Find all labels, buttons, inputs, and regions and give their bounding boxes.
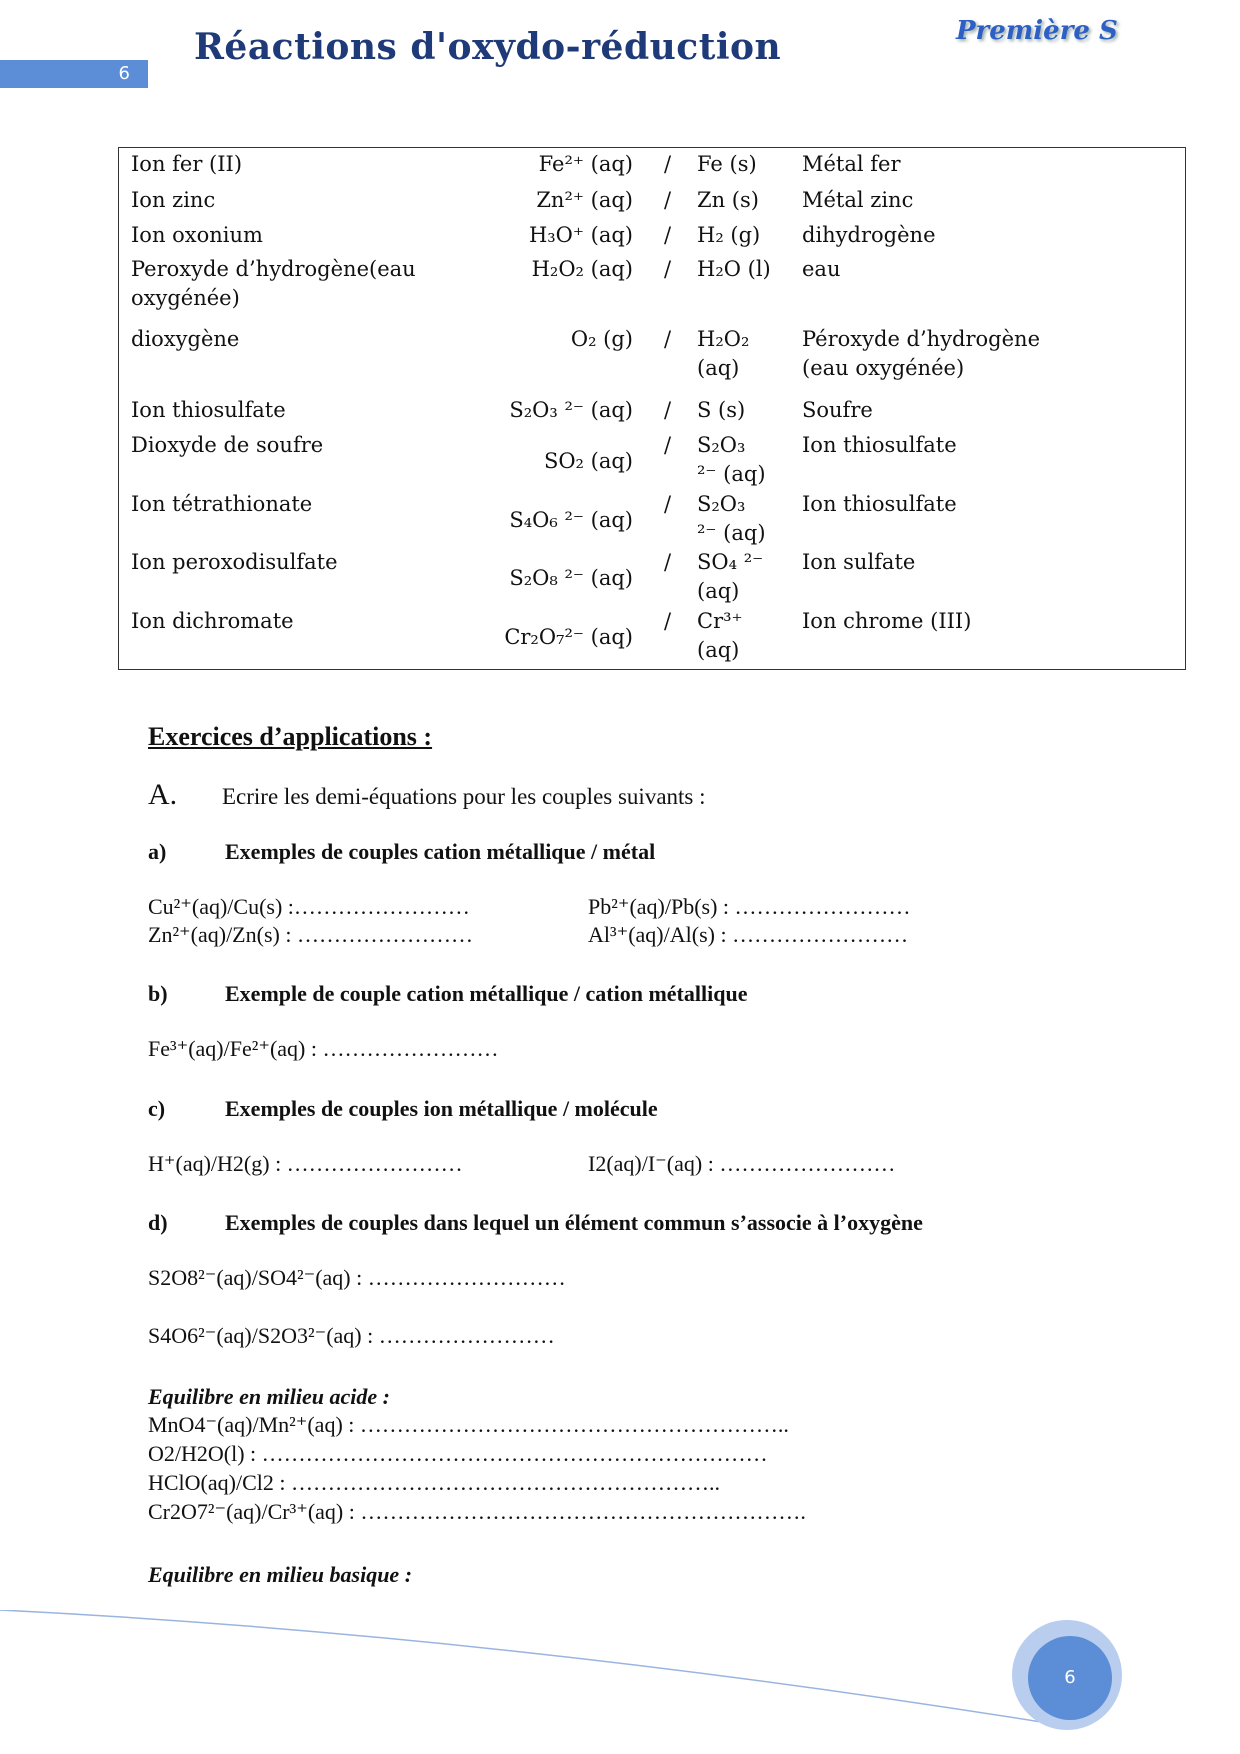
page-number-bar bbox=[0, 60, 148, 88]
formula-mno4: MnO4⁻(aq)/Mn²⁺(aq) : ………………………………………………….. bbox=[148, 1412, 789, 1437]
oxidant: H₂O₂ (aq) bbox=[531, 257, 633, 281]
couple-separator: / bbox=[664, 492, 672, 516]
subsection-d-title: Exemples de couples dans lequel un élément commun s’associe à l’oxygène bbox=[225, 1210, 923, 1235]
reductant: S₂O₃ ²⁻ (aq) bbox=[697, 492, 766, 545]
couple-separator: / bbox=[664, 223, 672, 247]
formula-hclo: HClO(aq)/Cl2 : ………………………………………………….. bbox=[148, 1470, 720, 1495]
oxidant: Zn²⁺ (aq) bbox=[536, 188, 633, 212]
reductant-name: Métal zinc bbox=[802, 188, 914, 212]
subsection-c-letter: c) bbox=[148, 1096, 166, 1121]
reductant: H₂ (g) bbox=[697, 223, 761, 247]
couple-separator: / bbox=[664, 327, 672, 351]
reductant-name: Métal fer bbox=[802, 152, 901, 176]
reductant: H₂O (l) bbox=[697, 257, 771, 281]
couple-separator: / bbox=[664, 609, 672, 633]
reductant-name: Ion thiosulfate bbox=[802, 492, 957, 516]
species-name: Ion dichromate bbox=[131, 609, 294, 633]
reductant: Fe (s) bbox=[697, 152, 757, 176]
species-name: Peroxyde d’hydrogène(eau oxygénée) bbox=[131, 257, 416, 310]
subsection-b-title: Exemple de couple cation métallique / cation métallique bbox=[225, 981, 748, 1006]
reductant-name: dihydrogène bbox=[802, 223, 936, 247]
reductant: S₂O₃ ²⁻ (aq) bbox=[697, 433, 766, 486]
formula-zn: Zn²⁺(aq)/Zn(s) : …………………… bbox=[148, 922, 473, 947]
reductant-name: Ion sulfate bbox=[802, 550, 916, 574]
reductant-name: Péroxyde d’hydrogène (eau oxygénée) bbox=[802, 327, 1041, 380]
formula-s4o6: S4O6²⁻(aq)/S2O3²⁻(aq) : …………………… bbox=[148, 1323, 555, 1348]
subsection-d-letter: d) bbox=[148, 1210, 168, 1235]
couple-separator: / bbox=[664, 550, 672, 574]
species-name: Ion zinc bbox=[131, 188, 216, 212]
section-a-instruction: Ecrire les demi-équations pour les couples suivants : bbox=[222, 784, 706, 809]
species-name: dioxygène bbox=[131, 327, 240, 351]
oxidant: S₂O₈ ²⁻ (aq) bbox=[509, 566, 633, 590]
basic-medium-title: Equilibre en milieu basique : bbox=[148, 1562, 413, 1587]
reductant-name: Soufre bbox=[802, 398, 873, 422]
oxidant: Cr₂O₇²⁻ (aq) bbox=[504, 625, 633, 649]
formula-cr2o7: Cr2O7²⁻(aq)/Cr³⁺(aq) : ……………………………………………………. bbox=[148, 1499, 806, 1524]
couple-separator: / bbox=[664, 152, 672, 176]
species-name: Dioxyde de soufre bbox=[131, 433, 324, 457]
species-name: Ion oxonium bbox=[131, 223, 263, 247]
formula-s2o8: S2O8²⁻(aq)/SO4²⁻(aq) : ……………………… bbox=[148, 1265, 566, 1290]
oxidant: Fe²⁺ (aq) bbox=[538, 152, 633, 176]
reductant-name: Ion chrome (III) bbox=[802, 609, 972, 633]
reductant: SO₄ ²⁻ (aq) bbox=[697, 550, 764, 603]
subsection-a-letter: a) bbox=[148, 839, 167, 864]
species-name: Ion thiosulfate bbox=[131, 398, 286, 422]
oxidant: O₂ (g) bbox=[570, 327, 633, 351]
formula-al: Al³⁺(aq)/Al(s) : …………………… bbox=[588, 922, 909, 947]
oxidant: S₄O₆ ²⁻ (aq) bbox=[509, 508, 633, 532]
reductant: Cr³⁺ (aq) bbox=[697, 609, 743, 662]
formula-cu: Cu²⁺(aq)/Cu(s) :…………………… bbox=[148, 894, 470, 919]
formula-fe: Fe³⁺(aq)/Fe²⁺(aq) : …………………… bbox=[148, 1036, 499, 1061]
subsection-c-title: Exemples de couples ion métallique / molécule bbox=[225, 1096, 658, 1121]
exercises-title: Exercices d’applications : bbox=[148, 722, 433, 751]
subsection-b-letter: b) bbox=[148, 981, 168, 1006]
species-name: Ion peroxodisulfate bbox=[131, 550, 338, 574]
formula-o2: O2/H2O(l) : …………………………………………………………… bbox=[148, 1441, 768, 1466]
couple-separator: / bbox=[664, 257, 672, 281]
reductant: S (s) bbox=[697, 398, 746, 422]
header-page-number: 6 bbox=[118, 63, 130, 84]
acid-medium-title: Equilibre en milieu acide : bbox=[148, 1384, 390, 1409]
species-name: Ion tétrathionate bbox=[131, 492, 313, 516]
couple-separator: / bbox=[664, 398, 672, 422]
formula-i: I2(aq)/I⁻(aq) : …………………… bbox=[588, 1151, 896, 1176]
subsection-a-title: Exemples de couples cation métallique / métal bbox=[225, 839, 656, 864]
reductant: H₂O₂ (aq) bbox=[697, 327, 750, 380]
oxidant: S₂O₃ ²⁻ (aq) bbox=[509, 398, 633, 422]
couple-separator: / bbox=[664, 188, 672, 212]
oxidant: H₃O⁺ (aq) bbox=[528, 223, 633, 247]
reductant-name: eau bbox=[802, 257, 841, 281]
footer-page-circle bbox=[1028, 1636, 1112, 1720]
reductant: Zn (s) bbox=[697, 188, 759, 212]
species-name: Ion fer (II) bbox=[131, 152, 243, 176]
formula-pb: Pb²⁺(aq)/Pb(s) : …………………… bbox=[588, 894, 911, 919]
oxidant: SO₂ (aq) bbox=[543, 449, 633, 473]
section-a-letter: A. bbox=[148, 778, 178, 811]
couple-separator: / bbox=[664, 433, 672, 457]
reductant-name: Ion thiosulfate bbox=[802, 433, 957, 457]
footer-page-number: 6 bbox=[1064, 1667, 1076, 1688]
page-title: Réactions d'oxydo-réduction bbox=[194, 26, 782, 68]
level-badge: Première S bbox=[956, 16, 1118, 46]
redox-couples-table bbox=[118, 147, 1186, 670]
formula-h: H⁺(aq)/H2(g) : …………………… bbox=[148, 1151, 463, 1176]
